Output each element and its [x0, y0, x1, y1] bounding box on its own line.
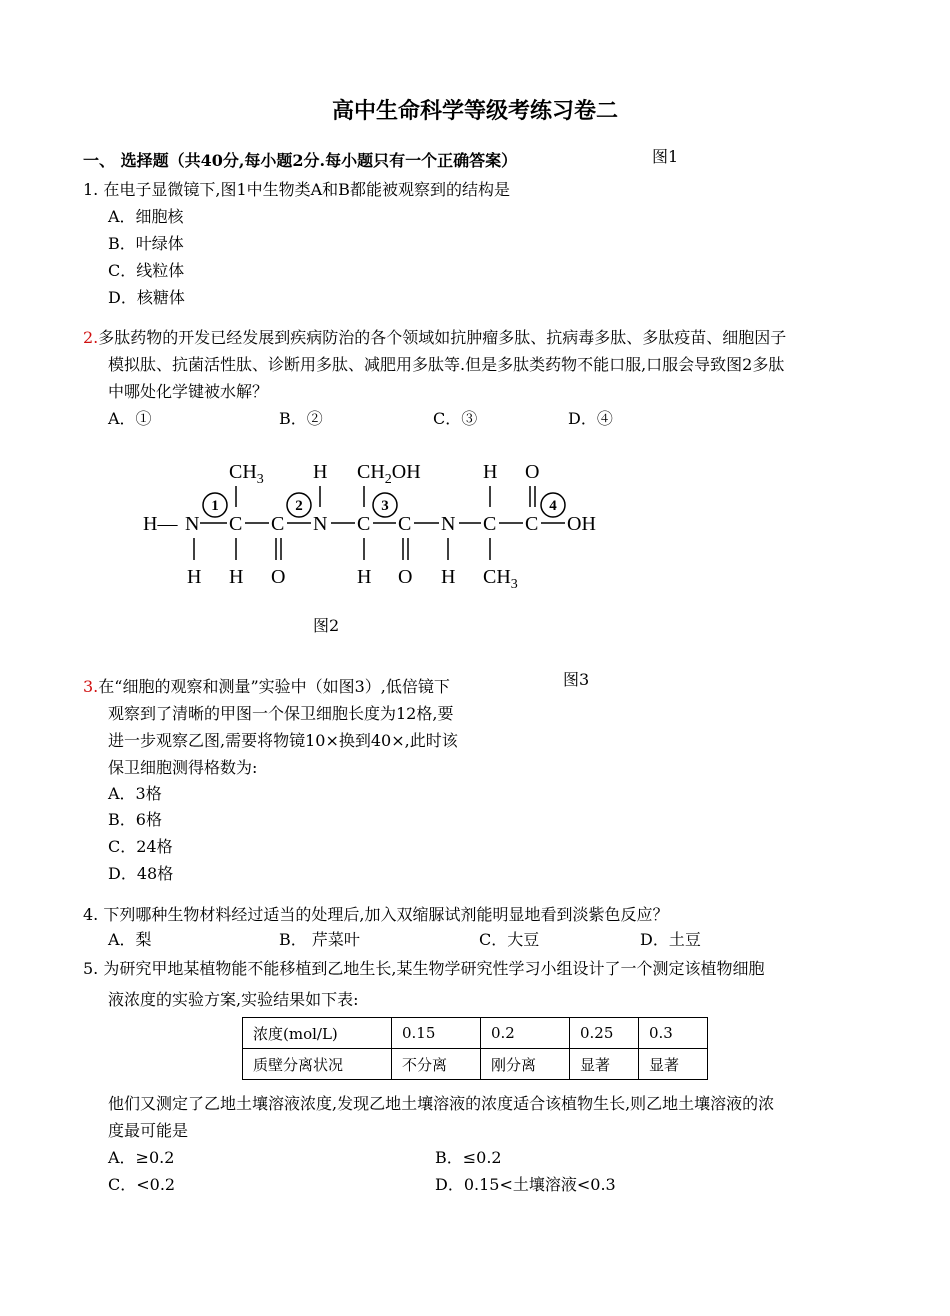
question-stem: 为研究甲地某植物能不能移植到乙地生长,某生物学研究性学习小组设计了一个测定该植物细胞: [103, 959, 765, 978]
q3-option-a: A．3格: [108, 784, 162, 803]
question-5-after-line-2: 度最可能是: [108, 1121, 189, 1140]
peptide-structure-diagram: [135, 450, 615, 595]
atom-c4: C: [398, 513, 412, 535]
table-cell: 0.2: [481, 1018, 570, 1049]
top-h-1: H: [313, 461, 328, 483]
oh-group: OH: [567, 513, 596, 535]
table-cell: 不分离: [392, 1049, 481, 1080]
bottom-h-1: H: [187, 566, 202, 588]
q3-option-d: D．48格: [108, 864, 174, 883]
top-ch3: $CH_3$: [229, 461, 264, 487]
q3-option-c: C．24格: [108, 837, 173, 856]
bottom-ch3: $CH_3$: [483, 566, 518, 592]
question-2-line-3: 中哪处化学键被水解？: [108, 382, 269, 401]
top-h-2: H: [483, 461, 498, 483]
q1-option-d: D．核糖体: [108, 288, 185, 307]
table-cell: 0.3: [639, 1018, 708, 1049]
atom-c6: C: [525, 513, 539, 535]
atom-c2: C: [271, 513, 285, 535]
marker-4: 4: [549, 498, 557, 514]
table-cell: 0.15: [392, 1018, 481, 1049]
top-ch2oh: $CH_2OH$: [357, 461, 421, 487]
q1-option-b: B．叶绿体: [108, 234, 184, 253]
question-3-line-3: 进一步观察乙图,需要将物镜10×换到40×,此时该: [108, 731, 458, 750]
q5-option-a: A．≥0.2: [108, 1148, 175, 1167]
top-o: O: [525, 461, 540, 483]
question-3-line-1: [83, 673, 450, 700]
q4-option-b: B． 芹菜叶: [279, 930, 360, 949]
q1-option-a: A．细胞核: [108, 207, 184, 226]
figure-2-label: 图2: [313, 616, 340, 635]
question-number: 5.: [83, 959, 99, 978]
atom-c5: C: [483, 513, 497, 535]
q2-option-b: B．②: [279, 409, 323, 428]
q2-option-a: A．①: [108, 409, 152, 428]
question-stem: 在电子显微镜下,图1中生物类A和B都能被观察到的结构是: [103, 180, 510, 199]
question-2-line-2: 模拟肽、抗菌活性肽、诊断用多肽、减肥用多肽等.但是多肽类药物不能口服,口服会导致图2多肽: [108, 355, 785, 374]
atom-c3: C: [357, 513, 371, 535]
table-cell: 质壁分离状况: [243, 1049, 392, 1080]
question-5-line-1: [83, 955, 764, 982]
bottom-h-4: H: [441, 566, 456, 588]
atom-n3: N: [441, 513, 456, 535]
bottom-h-2: H: [229, 566, 244, 588]
marker-2: 2: [295, 498, 303, 514]
question-3-line-4: 保卫细胞测得格数为:: [108, 758, 258, 777]
question-number: 4.: [83, 905, 99, 924]
bottom-o-1: O: [271, 566, 286, 588]
question-number: 2.: [83, 328, 99, 347]
table-row: [243, 1018, 708, 1049]
bottom-h-3: H: [357, 566, 372, 588]
atom-n2: N: [313, 513, 328, 535]
question-4: [83, 901, 668, 928]
table-cell: 刚分离: [481, 1049, 570, 1080]
table-cell: 显著: [639, 1049, 708, 1080]
question-5-line-2: 液浓度的实验方案,实验结果如下表:: [108, 990, 359, 1009]
marker-3: 3: [381, 498, 389, 514]
question-stem: 下列哪种生物材料经过适当的处理后,加入双缩脲试剂能明显地看到淡紫色反应？: [103, 905, 669, 924]
q3-option-b: B．6格: [108, 810, 162, 829]
atom-n1: N: [185, 513, 200, 535]
page-title: 高中生命科学等级考练习卷二: [331, 98, 618, 124]
question-number: 1.: [83, 180, 99, 199]
q4-option-c: C．大豆: [479, 930, 540, 949]
question-1: [83, 176, 510, 203]
q4-option-d: D．土豆: [640, 930, 701, 949]
marker-1: 1: [211, 498, 219, 514]
q2-option-c: C．③: [433, 409, 478, 428]
question-stem: 多肽药物的开发已经发展到疾病防治的各个领域如抗肿瘤多肽、抗病毒多肽、多肽疫苗、细胞因子: [98, 328, 787, 347]
question-2-line-1: [83, 324, 786, 351]
figure-3-label: 图3: [563, 670, 590, 689]
concentration-table: [242, 1017, 708, 1080]
q5-option-b: B．≤0.2: [435, 1148, 502, 1167]
q5-option-c: C．<0.2: [108, 1175, 176, 1194]
atom-c1: C: [229, 513, 243, 535]
figure-1-label: 图1: [652, 147, 679, 166]
question-stem: 在“细胞的观察和测量”实验中（如图3）,低倍镜下: [98, 677, 450, 696]
section-heading: 一、 选择题（共40分,每小题2分.每小题只有一个正确答案）: [83, 151, 518, 170]
q4-option-a: A．梨: [108, 930, 152, 949]
q5-option-d: D．0.15<土壤溶液<0.3: [435, 1175, 616, 1194]
q1-option-c: C．线粒体: [108, 261, 185, 280]
question-3-line-2: 观察到了清晰的甲图一个保卫细胞长度为12格,要: [108, 704, 454, 723]
table-cell: 显著: [570, 1049, 639, 1080]
question-number: 3.: [83, 677, 99, 696]
h-left: H—: [143, 513, 178, 535]
bottom-o-2: O: [398, 566, 413, 588]
table-row: [243, 1049, 708, 1080]
table-cell: 浓度(mol/L): [243, 1018, 392, 1049]
q2-option-d: D．④: [568, 409, 613, 428]
table-cell: 0.25: [570, 1018, 639, 1049]
question-5-after-line-1: 他们又测定了乙地土壤溶液浓度,发现乙地土壤溶液的浓度适合该植物生长,则乙地土壤溶液的浓: [108, 1094, 775, 1113]
